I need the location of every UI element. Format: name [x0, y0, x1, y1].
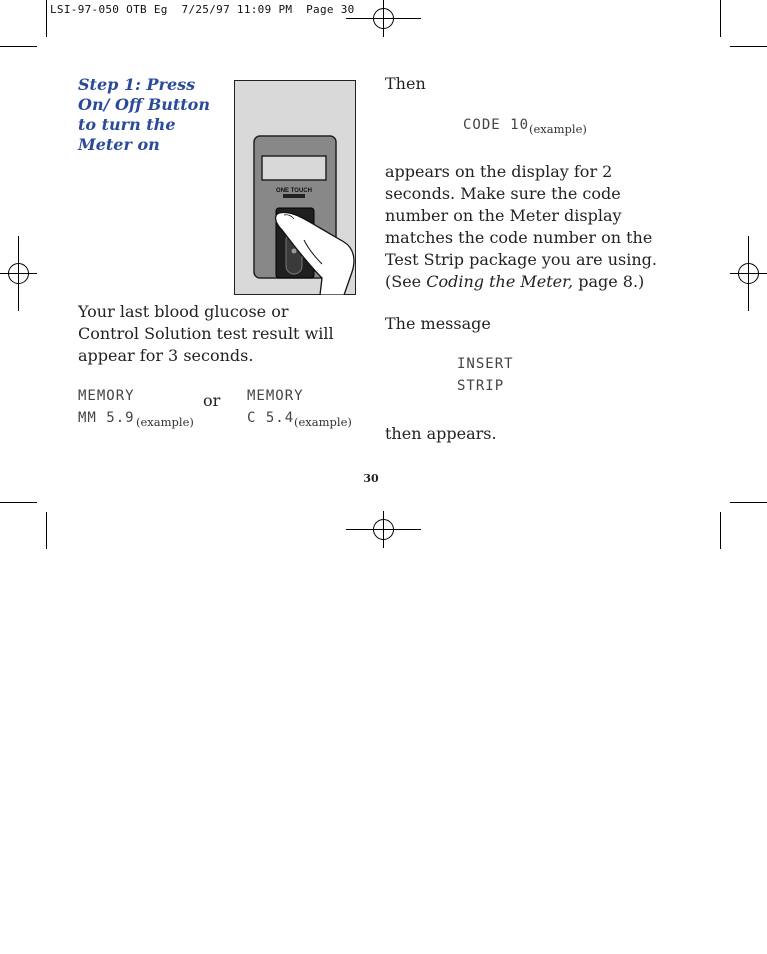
insert-display-line1: INSERT: [457, 356, 514, 372]
code-display: CODE 10: [463, 117, 530, 133]
memory-display-b-note: (example): [294, 415, 352, 429]
step-heading: Step 1: Press On/ Off Button to turn the Meter on: [78, 75, 210, 154]
memory-display-b-line1: MEMORY: [247, 388, 304, 404]
page-number: 30: [363, 472, 379, 485]
last-result-paragraph: Your last blood glucose or Control Solution test result will appear for 3 seconds.: [78, 302, 334, 365]
insert-display-line2: STRIP: [457, 378, 505, 394]
memory-display-a-line2: MM 5.9: [78, 410, 135, 426]
memory-display-b-line2: C 5.4: [247, 410, 295, 426]
or-label: or: [203, 391, 221, 410]
meter-illustration: [234, 80, 356, 295]
code-display-note: (example): [529, 122, 587, 136]
code-paragraph: [385, 161, 670, 293]
then-appears-text: then appears.: [385, 424, 497, 443]
message-label: The message: [385, 314, 491, 333]
print-slug: LSI-97-050 OTB Eg 7/25/97 11:09 PM Page 30: [50, 3, 355, 16]
memory-display-a-line1: MEMORY: [78, 388, 135, 404]
meter-brand-label: ONE TOUCH: [276, 188, 312, 194]
then-label: Then: [385, 74, 426, 93]
memory-display-a-note: (example): [136, 415, 194, 429]
coding-meter-reference: Coding the Meter,: [426, 272, 574, 291]
code-paragraph-text: appears on the display for 2 seconds. Make sure the code number on the Meter display matches the code number on the Test Strip package you are using. (See: [385, 162, 657, 291]
code-paragraph-end: page 8.): [573, 272, 645, 291]
